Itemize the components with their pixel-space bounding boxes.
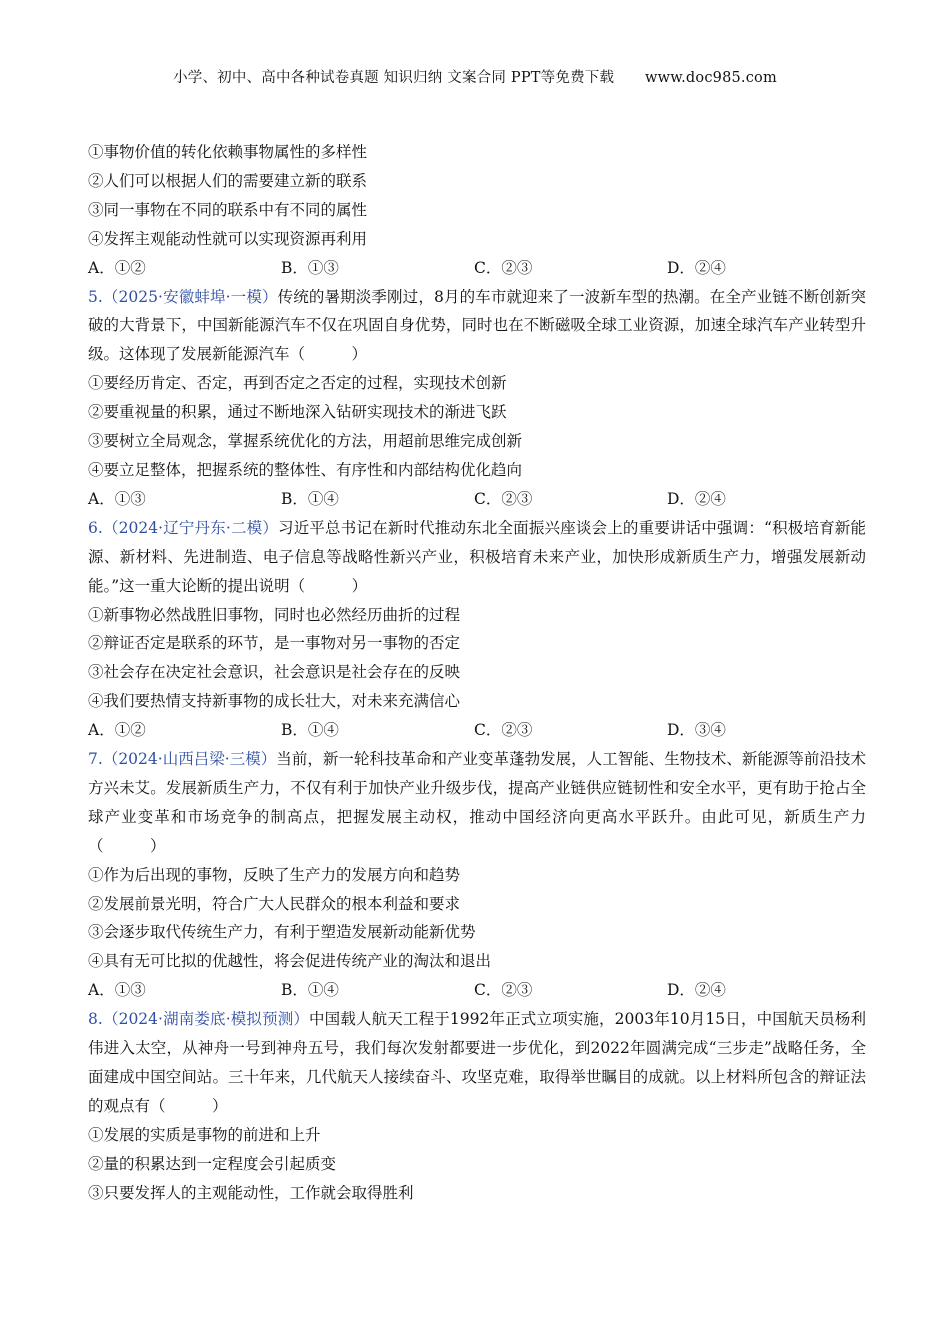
question-source: 6.（2024·辽宁丹东·二模） bbox=[88, 518, 279, 537]
option: ③社会存在决定社会意识，社会意识是社会存在的反映 bbox=[88, 663, 461, 682]
question-stem bbox=[88, 283, 866, 370]
option: ②发展前景光明，符合广大人民群众的根本利益和要求 bbox=[88, 894, 461, 913]
option: ②量的积累达到一定程度会引起质变 bbox=[88, 1154, 337, 1173]
answer-choice[interactable]: D．②④ bbox=[667, 258, 726, 277]
option: ④我们要热情支持新事物的成长壮大，对未来充满信心 bbox=[88, 692, 461, 711]
answer-choice[interactable]: D．③④ bbox=[667, 721, 726, 740]
answer-choice[interactable]: C．②③ bbox=[474, 981, 533, 1000]
option: ③只要发挥人的主观能动性，工作就会取得胜利 bbox=[88, 1183, 414, 1202]
question-text: 当前，新一轮科技革命和产业变革蓬勃发展，人工智能、生物技术、新能源等前沿技术方兴未艾。发展新质生产力，不仅有利于加快产业升级步伐，提高产业链供应链韧性和安全水平，更有助于抢占全球产业变革和市场竞争的制高点，把握发展主动权，推动中国经济向更高水平跃升。由此可见，新质生产力（ ） bbox=[88, 750, 866, 855]
answer-choice[interactable]: B．①③ bbox=[281, 258, 339, 277]
answer-choice[interactable]: B．①④ bbox=[281, 721, 339, 740]
answer-choices bbox=[88, 716, 866, 745]
option: ③会逐步取代传统生产力，有利于塑造发展新动能新优势 bbox=[88, 923, 476, 942]
question-stem bbox=[88, 745, 866, 861]
option: ②要重视量的积累，通过不断地深入钻研实现技术的渐进飞跃 bbox=[88, 403, 507, 422]
option: ①新事物必然战胜旧事物，同时也必然经历曲折的过程 bbox=[88, 605, 461, 624]
option: ②人们可以根据人们的需要建立新的联系 bbox=[88, 171, 368, 190]
option: ①要经历肯定、否定，再到否定之否定的过程，实现技术创新 bbox=[88, 374, 507, 393]
option: ④具有无可比拟的优越性，将会促进传统产业的淘汰和退出 bbox=[88, 952, 492, 971]
question-source: 5.（2025·安徽蚌埠·一模） bbox=[88, 287, 278, 306]
prev-question bbox=[88, 138, 866, 283]
option: ①作为后出现的事物，反映了生产力的发展方向和趋势 bbox=[88, 865, 461, 884]
answer-choice[interactable]: A．①③ bbox=[88, 981, 146, 1000]
answer-choice[interactable]: C．②③ bbox=[474, 721, 533, 740]
question-text: 传统的暑期淡季刚过，8月的车市就迎来了一波新车型的热潮。在全产业链不断创新突破的大背景下，中国新能源汽车不仅在巩固自身优势，同时也在不断磁吸全球工业资源，加速全球汽车产业转型升级。这体现了发展新能源汽车（ ） bbox=[88, 287, 866, 364]
header-site[interactable]: www.doc985.com bbox=[644, 70, 777, 86]
option: ③要树立全局观念，掌握系统优化的方法，用超前思维完成创新 bbox=[88, 432, 523, 451]
answer-choices bbox=[88, 485, 866, 514]
answer-choice[interactable]: C．②③ bbox=[474, 489, 533, 508]
question-stem bbox=[88, 514, 866, 601]
question-source: 8.（2024·湖南娄底·模拟预测） bbox=[88, 1010, 310, 1029]
answer-choice[interactable]: C．②③ bbox=[474, 258, 533, 277]
option: ②辩证否定是联系的环节，是一事物对另一事物的否定 bbox=[88, 634, 461, 653]
option: ①发展的实质是事物的前进和上升 bbox=[88, 1125, 321, 1144]
answer-choices bbox=[88, 254, 866, 283]
question-7 bbox=[88, 745, 866, 1005]
option: ④要立足整体，把握系统的整体性、有序性和内部结构优化趋向 bbox=[88, 460, 523, 479]
answer-choice[interactable]: A．①② bbox=[88, 721, 146, 740]
answer-choice[interactable]: D．②④ bbox=[667, 981, 726, 1000]
answer-choice[interactable]: A．①③ bbox=[88, 489, 146, 508]
option: ④发挥主观能动性就可以实现资源再利用 bbox=[88, 229, 368, 248]
option: ③同一事物在不同的联系中有不同的属性 bbox=[88, 200, 368, 219]
answer-choice[interactable]: D．②④ bbox=[667, 489, 726, 508]
page-header bbox=[0, 66, 950, 87]
question-8 bbox=[88, 1005, 866, 1207]
question-text: 中国载人航天工程于1992年正式立项实施，2003年10月15日，中国航天员杨利伟进入太空，从神舟一号到神舟五号，我们每次发射都要进一步优化，到2022年圆满完成“三步走”战略任务，全面建成中国空间站。三十年来，几代航天人接续奋斗、攻坚克难，取得举世瞩目的成就。以上材料所包含的辩证法的观点有（ ） bbox=[88, 1010, 866, 1115]
answer-choices bbox=[88, 976, 866, 1005]
question-stem bbox=[88, 1005, 866, 1121]
question-6 bbox=[88, 514, 866, 745]
answer-choice[interactable]: A．①② bbox=[88, 258, 146, 277]
document-body bbox=[88, 138, 866, 1208]
answer-choice[interactable]: B．①④ bbox=[281, 489, 339, 508]
question-5 bbox=[88, 283, 866, 514]
question-text: 习近平总书记在新时代推动东北全面振兴座谈会上的重要讲话中强调：“积极培育新能源、新材料、先进制造、电子信息等战略性新兴产业，积极培育未来产业，加快形成新质生产力，增强发展新动能。”这一重大论断的提出说明（ ） bbox=[88, 518, 866, 595]
answer-choice[interactable]: B．①④ bbox=[281, 981, 339, 1000]
header-text: 小学、初中、高中各种试卷真题 知识归纳 文案合同 PPT等免费下载 bbox=[173, 70, 615, 86]
question-source: 7.（2024·山西吕梁·三模） bbox=[88, 750, 277, 769]
option: ①事物价值的转化依赖事物属性的多样性 bbox=[88, 143, 368, 161]
